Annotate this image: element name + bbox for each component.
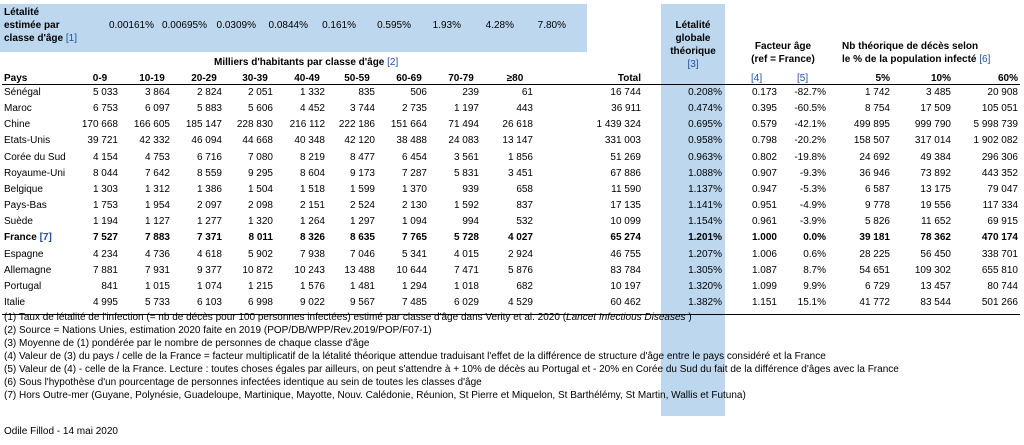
column-header-total: Total	[617, 73, 641, 84]
row-age-diff: -19.8%	[794, 151, 826, 163]
row-pop-cell: 994	[462, 216, 479, 228]
row-deaths: 24 692	[859, 151, 890, 163]
row-pop-cell: 228 830	[236, 119, 273, 131]
column-header-age: 0-9	[92, 73, 108, 84]
row-age-factor: 1.000	[751, 232, 777, 244]
row-pop-cell: 6 716	[196, 151, 222, 163]
row-pop-cell: 185 147	[185, 119, 222, 131]
row-pop-cell: 9 022	[299, 296, 325, 308]
row-pop-cell: 1 592	[453, 200, 479, 212]
row-pop-cell: 5 902	[247, 248, 273, 260]
row-pop-cell: 3 744	[349, 103, 375, 115]
row-global-lethality: 0.474%	[688, 103, 722, 115]
row-deaths: 69 915	[987, 216, 1018, 228]
row-pop-cell: 8 011	[248, 232, 273, 244]
row-country: Pays-Bas	[4, 200, 47, 212]
row-pop-cell: 7 485	[401, 296, 427, 308]
lethality-rate-10-19: 0.00695%	[161, 20, 207, 31]
row-age-diff: -20.2%	[794, 135, 826, 147]
deaths-header: Nb théorique de décès selon le % de la population infecté [6]	[842, 41, 991, 65]
row-deaths: 470 174	[981, 232, 1018, 244]
row-pop-cell: 1 370	[401, 183, 427, 195]
row-deaths: 117 334	[982, 200, 1018, 212]
row-pop-cell: 24 083	[448, 135, 479, 147]
row-age-diff: 0.0%	[803, 232, 826, 244]
row-total: 10 099	[610, 216, 641, 228]
row-pop-cell: 1 127	[144, 216, 170, 228]
row-pop-cell: 44 668	[242, 135, 273, 147]
row-pop-cell: 39 721	[87, 135, 118, 147]
row-pop-cell: 4 234	[92, 248, 118, 260]
row-pop-cell: 2 735	[401, 103, 427, 115]
lethality-rate-60-69: 1.93%	[432, 20, 461, 31]
row-total: 10 197	[610, 280, 641, 292]
row-country-ref: [7]	[36, 232, 52, 244]
row-deaths: 499 895	[853, 119, 890, 131]
row-pop-cell: 8 044	[92, 167, 118, 179]
row-pop-cell: 837	[516, 200, 533, 212]
footnote-6: (6) Sous l'hypothèse d'un pourcentage de personnes infectées identique au sein de toutes les classes d'âge	[4, 377, 482, 388]
row-total: 65 274	[610, 232, 641, 244]
row-pop-cell: 1 954	[144, 200, 170, 212]
row-global-lethality: 0.208%	[688, 87, 722, 98]
row-country: Royaume-Uni	[4, 167, 66, 179]
row-pop-cell: 2 824	[196, 87, 222, 98]
row-global-lethality: 0.695%	[688, 119, 722, 131]
row-pop-cell: 7 881	[92, 264, 118, 276]
row-pop-cell: 10 644	[396, 264, 427, 276]
row-country: Allemagne	[4, 264, 52, 276]
row-pop-cell: 7 371	[196, 232, 222, 244]
deaths-header-ref: [6]	[979, 54, 991, 65]
row-age-diff: -42.1%	[794, 119, 826, 131]
row-age-factor: 1.006	[751, 248, 777, 260]
row-pop-cell: 6 103	[196, 296, 222, 308]
row-pop-cell: 71 494	[448, 119, 479, 131]
row-age-factor: 0.579	[751, 119, 777, 131]
row-age-factor: 0.798	[751, 135, 777, 147]
row-pop-cell: 7 046	[349, 248, 375, 260]
row-deaths: 80 744	[987, 280, 1018, 292]
row-pop-cell: 7 642	[144, 167, 170, 179]
row-pop-cell: 3 561	[453, 151, 479, 163]
row-age-diff: -60.5%	[794, 103, 826, 115]
row-age-factor: 0.907	[751, 167, 777, 179]
row-pop-cell: 1 504	[247, 183, 273, 195]
age-factor-ref-5: [5]	[797, 73, 809, 84]
row-pop-cell: 4 753	[144, 151, 170, 163]
row-pop-cell: 8 326	[299, 232, 325, 244]
row-pop-cell: 7 080	[247, 151, 273, 163]
row-country: Maroc	[4, 103, 32, 115]
row-pop-cell: 1 194	[92, 216, 118, 228]
row-pop-cell: 239	[462, 87, 479, 98]
row-pop-cell: 4 015	[453, 248, 479, 260]
row-pop-cell: 6 029	[453, 296, 479, 308]
row-pop-cell: 1 856	[507, 151, 533, 163]
row-pop-cell: 216 112	[289, 119, 325, 131]
row-pop-cell: 1 215	[247, 280, 273, 292]
row-pop-cell: 4 529	[507, 296, 533, 308]
row-deaths: 73 892	[920, 167, 951, 179]
row-age-factor: 1.099	[751, 280, 777, 292]
row-deaths: 109 302	[914, 264, 951, 276]
row-pop-cell: 4 736	[144, 248, 170, 260]
row-pop-cell: 1 599	[349, 183, 375, 195]
row-country: Belgique	[4, 183, 43, 195]
row-pop-cell: 5 728	[453, 232, 479, 244]
row-country: Portugal	[4, 280, 42, 292]
lethality-header-ref: [1]	[65, 33, 77, 44]
row-global-lethality: 1.320%	[688, 280, 722, 292]
lethality-rate-50-59: 0.595%	[377, 20, 411, 31]
row-total: 331 003	[604, 135, 641, 147]
row-pop-cell: 170 668	[81, 119, 118, 131]
column-header-age: 40-49	[294, 73, 320, 84]
row-pop-cell: 8 477	[349, 151, 375, 163]
column-header-age: 20-29	[191, 73, 217, 84]
row-deaths: 19 556	[920, 200, 951, 212]
row-deaths: 83 544	[920, 296, 951, 308]
row-total: 36 911	[611, 103, 641, 115]
row-deaths: 41 772	[859, 296, 890, 308]
population-header-ref: [2]	[387, 57, 399, 68]
row-country: Chine	[4, 119, 31, 131]
row-pop-cell: 6 097	[144, 103, 170, 115]
row-pop-cell: 1 197	[453, 103, 479, 115]
row-age-diff: 0.6%	[803, 248, 826, 260]
row-pop-cell: 26 618	[502, 119, 533, 131]
row-deaths: 5 998 739	[973, 119, 1018, 131]
row-pop-cell: 8 559	[196, 167, 222, 179]
row-deaths: 5 826	[864, 216, 890, 228]
row-deaths: 49 384	[920, 151, 951, 163]
row-total: 16 744	[610, 87, 641, 98]
row-pop-cell: 61	[521, 87, 533, 98]
row-total: 67 886	[610, 167, 641, 179]
lethality-rate-20-29: 0.0309%	[216, 20, 256, 31]
row-age-factor: 1.151	[751, 296, 777, 308]
row-pop-cell: 2 051	[247, 87, 273, 98]
column-header-age: 60-69	[396, 73, 422, 84]
row-pop-cell: 1 094	[401, 216, 427, 228]
row-pop-cell: 7 287	[401, 167, 427, 179]
row-pop-cell: 1 015	[144, 280, 170, 292]
row-pop-cell: 151 664	[390, 119, 427, 131]
row-pop-cell: 841	[101, 280, 118, 292]
row-pop-cell: 835	[358, 87, 375, 98]
row-global-lethality: 0.958%	[688, 135, 722, 147]
row-pop-cell: 7 883	[144, 232, 170, 244]
row-total: 17 135	[610, 200, 641, 212]
row-deaths: 54 651	[859, 264, 890, 276]
row-pop-cell: 2 130	[401, 200, 427, 212]
column-header-age: 30-39	[242, 73, 268, 84]
lethality-rate-40-49: 0.161%	[322, 20, 356, 31]
row-deaths: 9 778	[864, 200, 890, 212]
row-pop-cell: 38 488	[396, 135, 427, 147]
row-global-lethality: 1.088%	[688, 167, 722, 179]
row-global-lethality: 1.207%	[688, 248, 722, 260]
row-age-factor: 1.087	[751, 264, 777, 276]
row-deaths: 6 729	[864, 280, 890, 292]
row-pop-cell: 8 604	[299, 167, 325, 179]
row-pop-cell: 1 303	[92, 183, 118, 195]
row-age-factor: 0.802	[751, 151, 777, 163]
row-country: Etats-Unis	[4, 135, 51, 147]
row-pop-cell: 4 027	[507, 232, 533, 244]
row-deaths: 999 790	[914, 119, 951, 131]
row-pop-cell: 6 454	[401, 151, 427, 163]
row-global-lethality: 1.201%	[688, 232, 722, 244]
row-deaths: 3 485	[925, 87, 951, 98]
footnote-7: (7) Hors Outre-mer (Guyane, Polynésie, Guadeloupe, Martinique, Mayotte, Nouv. Calédonie, Réunion, St Pierre et Miquelon, St Barthélémy, St Martin, Wallis et Futuna)	[4, 390, 746, 401]
footnote-3: (3) Moyenne de (1) pondérée par le nombre de personnes de chaque classe d'âge	[4, 338, 370, 349]
row-pop-cell: 8 635	[349, 232, 375, 244]
column-header-country: Pays	[4, 73, 28, 84]
global-lethality-header-ref: [3]	[687, 59, 699, 70]
row-age-factor: 0.947	[751, 183, 777, 195]
row-pop-cell: 1 312	[144, 183, 170, 195]
global-lethality-header: Létalité globale théorique [3]	[661, 19, 725, 71]
column-header-deaths-pct: 60%	[997, 73, 1018, 84]
lethality-header: Létalité estimée par classe d'âge [1]	[4, 7, 77, 44]
row-pop-cell: 40 348	[294, 135, 325, 147]
age-factor-header: Facteur âge (ref = France)	[751, 41, 815, 65]
row-pop-cell: 4 154	[92, 151, 118, 163]
row-age-factor: 0.961	[751, 216, 777, 228]
row-pop-cell: 2 524	[349, 200, 375, 212]
row-pop-cell: 222 186	[338, 119, 375, 131]
row-deaths: 36 946	[859, 167, 890, 179]
row-pop-cell: 166 605	[133, 119, 170, 131]
row-pop-cell: 658	[516, 183, 533, 195]
row-pop-cell: 532	[516, 216, 533, 228]
row-pop-cell: 2 098	[247, 200, 273, 212]
row-total: 60 462	[610, 296, 641, 308]
row-deaths: 78 362	[920, 232, 951, 244]
row-pop-cell: 1 576	[299, 280, 325, 292]
row-pop-cell: 7 931	[144, 264, 170, 276]
row-global-lethality: 1.305%	[688, 264, 722, 276]
row-deaths: 1 902 082	[973, 135, 1018, 147]
row-pop-cell: 5 883	[196, 103, 222, 115]
population-header: Milliers d'habitants par classe d'âge [2]	[214, 57, 399, 68]
footnotes	[4, 311, 899, 402]
column-header-age: ≥80	[506, 73, 524, 84]
row-pop-cell: 1 264	[299, 216, 325, 228]
row-deaths: 296 306	[981, 151, 1018, 163]
row-age-diff: -82.7%	[794, 87, 826, 98]
row-deaths: 6 587	[864, 183, 890, 195]
row-pop-cell: 1 297	[349, 216, 375, 228]
row-deaths: 56 450	[920, 248, 951, 260]
row-pop-cell: 1 294	[401, 280, 427, 292]
row-age-diff: 8.7%	[803, 264, 826, 276]
row-deaths: 13 175	[920, 183, 951, 195]
author-credit: Odile Fillod - 14 mai 2020	[4, 426, 118, 437]
row-pop-cell: 13 147	[502, 135, 533, 147]
row-total: 1 439 324	[596, 119, 641, 131]
row-deaths: 8 754	[864, 103, 890, 115]
row-country: Corée du Sud	[4, 151, 66, 163]
row-pop-cell: 5 606	[247, 103, 273, 115]
row-pop-cell: 4 995	[92, 296, 118, 308]
row-pop-cell: 9 295	[247, 167, 273, 179]
row-global-lethality: 1.141%	[688, 200, 722, 212]
row-pop-cell: 7 471	[453, 264, 479, 276]
column-header-age: 10-19	[139, 73, 165, 84]
footnote-4: (4) Valeur de (3) du pays / celle de la France = facteur multiplicatif de la létalité théorique attendue traduisant l'effet de la différence de structure d'âge entre le pays considéré et la France	[4, 351, 826, 362]
row-pop-cell: 5 033	[92, 87, 118, 98]
row-pop-cell: 3 451	[507, 167, 533, 179]
row-pop-cell: 7 527	[92, 232, 118, 244]
row-deaths: 20 908	[987, 87, 1018, 98]
row-pop-cell: 939	[462, 183, 479, 195]
lethality-rate-70-79: 4.28%	[485, 20, 514, 31]
age-factor-ref-4: [4]	[751, 73, 763, 84]
row-pop-cell: 1 332	[299, 87, 325, 98]
row-pop-cell: 4 452	[299, 103, 325, 115]
row-age-diff: 15.1%	[797, 296, 826, 308]
row-total: 46 755	[610, 248, 641, 260]
row-pop-cell: 46 094	[191, 135, 222, 147]
row-pop-cell: 42 120	[344, 135, 375, 147]
lethality-rate-≥80: 7.80%	[537, 20, 566, 31]
lethality-rate-30-39: 0.0844%	[268, 20, 308, 31]
row-total: 11 590	[611, 183, 641, 195]
row-age-diff: -3.9%	[799, 216, 826, 228]
row-pop-cell: 1 518	[299, 183, 325, 195]
row-global-lethality: 1.382%	[688, 296, 722, 308]
row-deaths: 158 507	[853, 135, 890, 147]
row-pop-cell: 5 831	[453, 167, 479, 179]
row-pop-cell: 2 924	[507, 248, 533, 260]
row-deaths: 105 051	[981, 103, 1018, 115]
row-total: 83 784	[610, 264, 641, 276]
row-country: Sénégal	[4, 87, 41, 98]
row-deaths: 317 014	[914, 135, 951, 147]
row-deaths: 11 652	[921, 216, 951, 228]
row-country: Espagne	[4, 248, 44, 260]
row-deaths: 39 181	[859, 232, 890, 244]
row-deaths: 79 047	[987, 183, 1018, 195]
row-country: Suède	[4, 216, 33, 228]
row-country: Italie	[4, 296, 26, 308]
row-pop-cell: 2 151	[299, 200, 325, 212]
row-global-lethality: 1.137%	[688, 183, 722, 195]
row-total: 51 269	[610, 151, 641, 163]
row-deaths: 1 742	[864, 87, 890, 98]
row-pop-cell: 443	[516, 103, 533, 115]
row-deaths: 13 457	[920, 280, 951, 292]
row-country: France [7]	[4, 232, 52, 244]
row-pop-cell: 9 173	[349, 167, 375, 179]
row-age-factor: 0.951	[751, 200, 777, 212]
column-header-deaths-pct: 10%	[930, 73, 951, 84]
row-age-factor: 0.395	[751, 103, 777, 115]
row-pop-cell: 9 567	[349, 296, 375, 308]
column-header-age: 50-59	[344, 73, 370, 84]
row-age-diff: -4.9%	[799, 200, 826, 212]
header-divider	[2, 84, 1020, 85]
footnote-1: (1) Taux de létalité de l'infection (= nb de décès pour 100 personnes infectées) estimé par classe d'âge dans Verity et al. 2020 (Lancet Infectious Diseases )	[4, 312, 692, 323]
row-pop-cell: 4 618	[196, 248, 222, 260]
row-pop-cell: 1 481	[349, 280, 375, 292]
row-global-lethality: 1.154%	[688, 216, 722, 228]
row-pop-cell: 3 864	[144, 87, 170, 98]
row-pop-cell: 9 377	[196, 264, 222, 276]
row-pop-cell: 1 320	[247, 216, 273, 228]
row-pop-cell: 10 872	[242, 264, 273, 276]
row-pop-cell: 1 386	[196, 183, 222, 195]
row-deaths: 338 701	[981, 248, 1018, 260]
footnote-5: (5) Valeur de (4) - celle de la France. Lecture : toutes choses égales par ailleurs, on peut s'attendre à + 10% de décès au Portugal et - 20% en Corée du Sud du fait de la différence d'âges avec la France	[4, 364, 899, 375]
row-pop-cell: 2 097	[196, 200, 222, 212]
row-deaths: 28 225	[859, 248, 890, 260]
row-pop-cell: 13 488	[344, 264, 375, 276]
column-header-age: 70-79	[448, 73, 474, 84]
row-pop-cell: 8 219	[299, 151, 325, 163]
row-pop-cell: 5 876	[507, 264, 533, 276]
row-age-diff: -9.3%	[799, 167, 826, 179]
row-pop-cell: 10 243	[294, 264, 325, 276]
column-header-deaths-pct: 5%	[875, 73, 890, 84]
row-pop-cell: 1 074	[196, 280, 222, 292]
row-deaths: 443 352	[981, 167, 1018, 179]
row-deaths: 501 266	[981, 296, 1018, 308]
row-pop-cell: 6 753	[92, 103, 118, 115]
row-deaths: 17 509	[920, 103, 951, 115]
row-global-lethality: 0.963%	[688, 151, 722, 163]
row-pop-cell: 6 998	[247, 296, 273, 308]
row-age-diff: -5.3%	[799, 183, 826, 195]
row-deaths: 655 810	[981, 264, 1018, 276]
row-pop-cell: 5 341	[401, 248, 427, 260]
row-pop-cell: 1 277	[196, 216, 222, 228]
row-age-factor: 0.173	[751, 87, 777, 98]
lethality-rate-0-9: 0.00161%	[108, 20, 154, 31]
row-pop-cell: 1 018	[453, 280, 479, 292]
row-age-diff: 9.9%	[803, 280, 826, 292]
row-pop-cell: 5 733	[144, 296, 170, 308]
row-pop-cell: 7 938	[299, 248, 325, 260]
row-pop-cell: 1 753	[92, 200, 118, 212]
row-pop-cell: 682	[516, 280, 533, 292]
footnote-2: (2) Source = Nations Unies, estimation 2020 faite en 2019 (POP/DB/WPP/Rev.2019/POP/F07-1)	[4, 325, 432, 336]
row-pop-cell: 506	[410, 87, 427, 98]
row-pop-cell: 42 332	[139, 135, 170, 147]
row-pop-cell: 7 765	[401, 232, 427, 244]
